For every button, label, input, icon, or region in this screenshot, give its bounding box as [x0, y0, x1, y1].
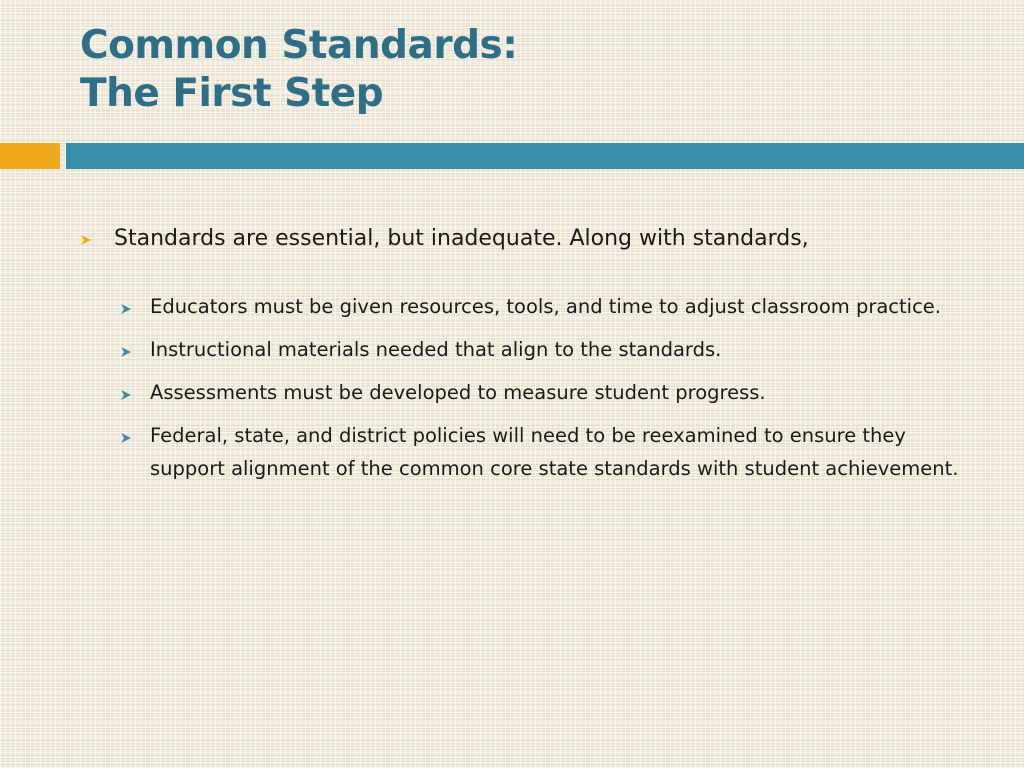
arrow-right-icon — [120, 376, 150, 405]
sub-bullet-list — [120, 290, 980, 485]
arrow-right-icon — [120, 419, 150, 448]
sub-bullet-text: Educators must be given resources, tools, and time to adjust classroom practice. — [150, 295, 941, 318]
sub-bullet-item — [120, 419, 980, 485]
slide-content — [80, 222, 980, 495]
arrow-right-icon — [80, 222, 114, 250]
sub-bullet-text: Federal, state, and district policies will need to be reexamined to ensure they support alignment of the common core state standards with student achievement. — [150, 424, 959, 480]
accent-bar-orange — [0, 143, 60, 169]
sub-bullet-item — [120, 333, 980, 366]
main-bullet — [80, 222, 980, 256]
arrow-right-icon — [120, 290, 150, 319]
slide-title-line-1: Common Standards: — [80, 23, 518, 68]
sub-bullet-text: Instructional materials needed that align to the standards. — [150, 338, 722, 361]
main-bullet-text: Standards are essential, but inadequate. Along with standards, — [114, 226, 809, 251]
sub-bullet-item — [120, 376, 980, 409]
sub-bullet-item — [120, 290, 980, 323]
slide-title-line-2: The First Step — [80, 71, 384, 116]
sub-bullet-text: Assessments must be developed to measure student progress. — [150, 381, 766, 404]
arrow-right-icon — [120, 333, 150, 362]
accent-bar-teal — [66, 143, 1024, 169]
slide-title — [80, 22, 517, 118]
